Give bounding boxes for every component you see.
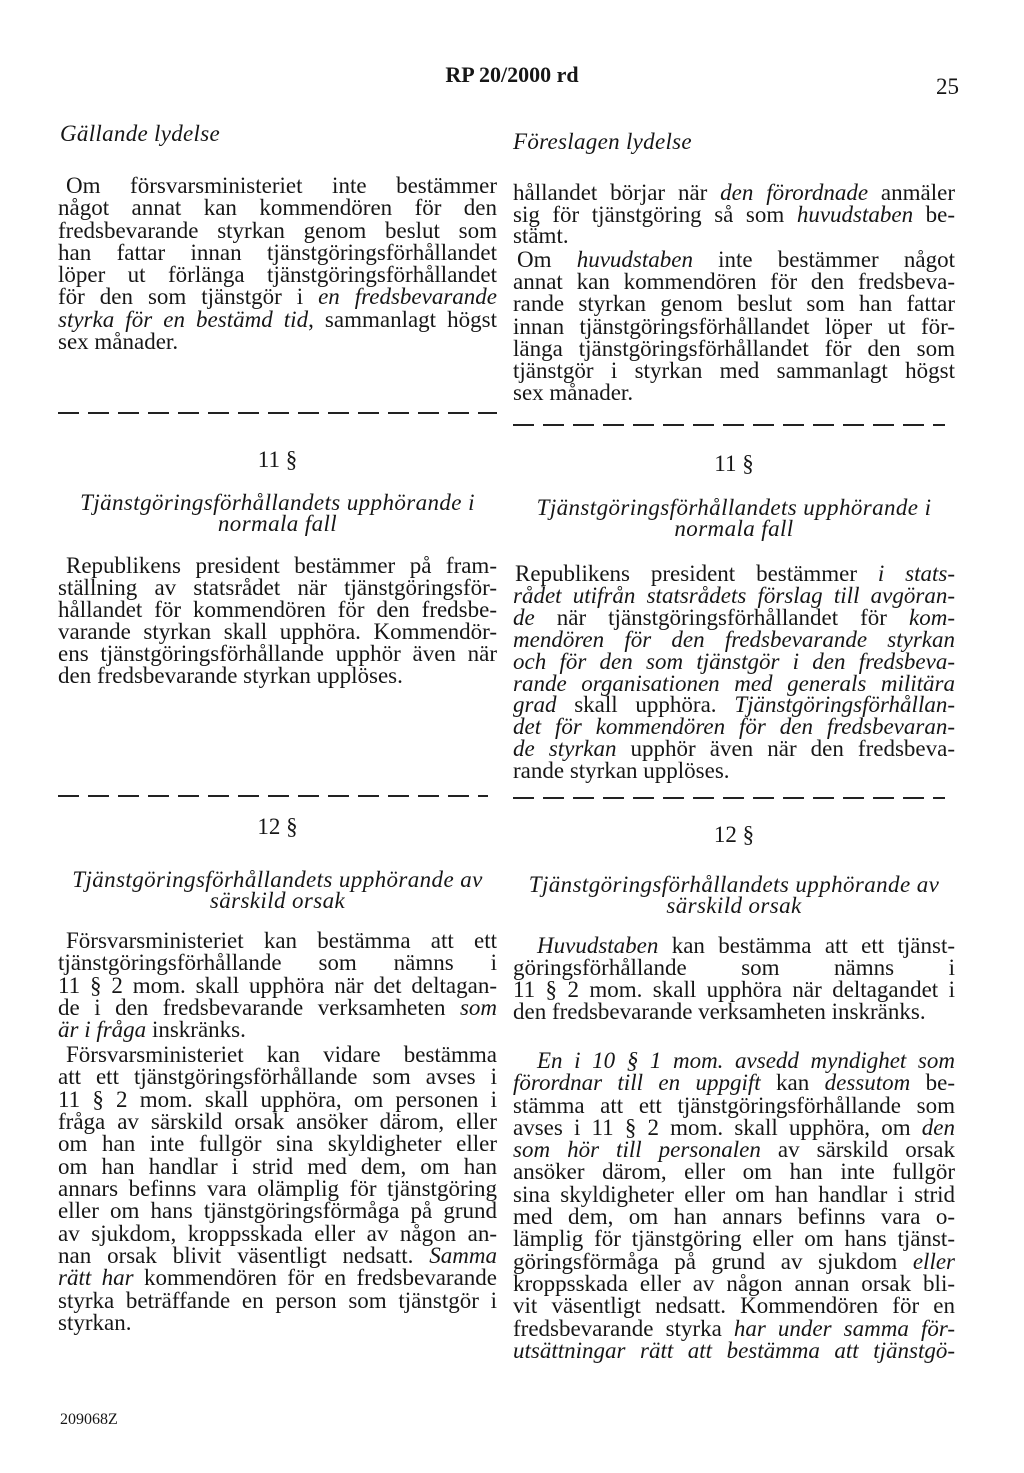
text-line: [513, 1228, 955, 1250]
text-span: med dem, om han annars befinns vara o-: [513, 1204, 955, 1230]
text-line: [513, 1295, 955, 1317]
italic-text-span: den: [921, 1114, 955, 1140]
omitted-text-separator-left-1: [58, 412, 497, 414]
text-line: [58, 972, 497, 998]
italic-text-span: Samma: [429, 1243, 497, 1269]
text-span: upphör även när den fredsbeva-: [616, 736, 955, 762]
text-line: [513, 182, 955, 204]
text-span: Försvarsministeriet kan bestämma att ett: [66, 928, 497, 953]
text-line: [58, 1133, 497, 1155]
text-span: om han handlar i strid med dem, om han: [58, 1153, 497, 1179]
text-line: [513, 1337, 955, 1363]
italic-text-span: utsättningar rätt att bestämma att tjänstgö-: [513, 1337, 955, 1363]
text-span: be-: [910, 1070, 955, 1096]
right-column-heading: Föreslagen lydelse: [513, 129, 692, 154]
text-line: [513, 1161, 955, 1183]
text-span: Försvarsministeriet kan vidare bestämma: [66, 1042, 497, 1067]
text-span: 11 § 2 mom. skall upphöra, om personen i: [58, 1086, 497, 1112]
text-line: [513, 716, 955, 738]
text-line: [58, 331, 497, 353]
text-span: eller om hans tjänstgöringsförmåga på grund: [58, 1198, 497, 1224]
text-line: [513, 935, 955, 957]
text-line: [58, 286, 497, 308]
text-span: , sammanlagt högst: [308, 306, 497, 332]
text-line: [513, 1092, 955, 1118]
text-span: 11 § 2 mom. skall upphöra när det deltagan-: [58, 972, 497, 998]
text-span: anmäler: [868, 180, 955, 205]
text-span: varande styrkan skall upphöra. Kommendör-: [58, 619, 497, 644]
text-line: [513, 604, 955, 630]
text-line: [58, 1044, 497, 1066]
text-line: [58, 1267, 497, 1289]
text-line: [513, 1139, 955, 1161]
italic-text-span: som hör till personalen: [513, 1137, 761, 1163]
text-line: [58, 1245, 497, 1267]
text-span: sex månader.: [513, 380, 634, 406]
text-span: hållandet för kommendören för den fredsbe-: [58, 597, 497, 622]
section-12-title-left: [58, 869, 497, 911]
text-span: kommendören för en fredsbevarande: [133, 1265, 497, 1291]
italic-text-span: dessutom: [824, 1070, 911, 1096]
section-title-line: Tjänstgöringsförhållandets upphörande av: [72, 867, 483, 892]
text-span: hållandet börjar när: [513, 180, 721, 205]
text-line: [58, 264, 497, 286]
text-span: sex månader.: [58, 329, 179, 355]
text-line: [58, 1287, 497, 1313]
text-line: [58, 1153, 497, 1179]
text-line: [513, 979, 955, 1001]
text-line: [513, 582, 955, 608]
section-title-line: Tjänstgöringsförhållandets upphörande av: [528, 872, 940, 897]
text-line: [58, 1178, 497, 1200]
text-line: [513, 563, 955, 585]
text-line: [58, 217, 497, 243]
italic-text-span: de styrkan: [513, 736, 617, 762]
section-title-line: Tjänstgöringsförhållandets upphörande i: [536, 495, 932, 520]
text-line: [58, 175, 497, 197]
text-span: sina skyldigheter eller om han handlar i strid: [513, 1181, 955, 1207]
section-title-line: normala fall: [674, 516, 794, 541]
italic-text-span: förordnar till en uppgift: [513, 1070, 761, 1096]
text-span: de i den fredsbevarande verksamheten: [58, 995, 460, 1021]
text-span: 11 § 2 mom. skall upphöra när deltagandet i: [513, 977, 955, 1002]
text-line: [513, 694, 955, 716]
italic-text-span: och för den som tjänstgör i den fredsbeva-: [513, 648, 955, 674]
text-line: [513, 1248, 955, 1274]
text-span: styrka beträffande en person som tjänstgör i: [58, 1287, 497, 1313]
text-line: [513, 335, 955, 361]
text-span: lämplig för tjänstgöring eller om hans tjänst-: [513, 1226, 955, 1252]
text-span: stämma att ett tjänstgöringsförhållande som: [513, 1092, 955, 1118]
text-line: [513, 738, 955, 760]
omitted-text-separator-right-2: [513, 797, 945, 799]
text-line: [513, 1001, 955, 1023]
italic-text-span: Tjänstgöringsförhållan-: [734, 692, 955, 718]
section-11-number-left: 11 §: [257, 447, 298, 472]
text-line: [58, 1066, 497, 1088]
text-line: [58, 952, 497, 974]
text-line: [58, 643, 497, 665]
section-title-line: Tjänstgöringsförhållandets upphörande i: [80, 490, 475, 515]
text-line: [58, 1111, 497, 1133]
text-line: [513, 1206, 955, 1228]
text-span: skall upphöra.: [556, 692, 735, 718]
text-span: Republikens president bestämmer på fram-: [66, 553, 497, 578]
text-span: Republikens president bestämmer: [515, 561, 878, 586]
text-span: kroppsskada eller av någon annan orsak bli-: [513, 1270, 955, 1296]
text-line: [58, 1019, 497, 1041]
italic-text-span: mendören för den fredsbevarande styrkan: [513, 626, 955, 652]
right-intro-paragraph-2: [513, 249, 955, 404]
text-span: rande styrkan upplöses.: [513, 758, 730, 784]
text-span: innan tjänstgöringsförhållandet löper ut för-: [513, 313, 955, 339]
text-span: göringsförmåga på grund av sjukdom: [513, 1248, 913, 1274]
text-span: vit väsentligt nedsatt. Kommendören för en: [513, 1293, 955, 1319]
right-intro-paragraph-1: [513, 182, 955, 247]
text-line: [513, 1114, 955, 1140]
text-line: [513, 249, 955, 271]
text-line: [58, 665, 497, 687]
text-span: fredsbevarande styrkan genom beslut som: [58, 217, 497, 243]
text-line: [513, 360, 955, 382]
section-11-number-right: 11 §: [714, 451, 754, 476]
italic-text-span: har under samma för-: [733, 1315, 955, 1341]
text-line: [58, 239, 497, 265]
text-span: att ett tjänstgöringsförhållande som avses i: [58, 1064, 497, 1090]
text-line: [58, 577, 497, 599]
text-span: tjänstgör i styrkan med sammanlagt högst: [513, 358, 955, 384]
text-line: [513, 271, 955, 293]
section-11-paragraph-left: [58, 555, 497, 687]
italic-text-span: Huvudstaben: [537, 933, 659, 958]
section-11-title-left: [58, 492, 497, 534]
text-span: när tjänstgöringsförhållandet för: [534, 604, 910, 630]
section-12-number-right: 12 §: [713, 822, 755, 847]
section-11-paragraph-right: [513, 563, 955, 782]
italic-text-span: eller: [912, 1248, 955, 1274]
text-line: [58, 621, 497, 643]
section-12-paragraph-left-2: [58, 1044, 497, 1334]
section-12-title-right: [513, 874, 955, 916]
text-span: tjänstgöringsförhållande som nämns i: [58, 950, 497, 976]
italic-text-span: rådet utifrån statsrådets förslag till avgöran-: [513, 582, 955, 608]
text-line: [58, 997, 497, 1019]
text-line: [513, 648, 955, 674]
italic-text-span: kom-: [909, 604, 955, 630]
text-span: ansöker därom, eller om han inte fullgör: [513, 1159, 955, 1185]
section-12-number-left: 12 §: [257, 814, 298, 839]
italic-text-span: huvudstaben: [576, 247, 693, 272]
section-title-line: särskild orsak: [666, 893, 802, 918]
text-span: han fattar innan tjänstgöringsförhållandet: [58, 239, 497, 265]
text-span: avses i 11 § 2 mom. skall upphöra, om: [513, 1114, 922, 1140]
text-line: [513, 1315, 955, 1341]
text-span: rande styrkan genom beslut som han fattar: [513, 291, 955, 317]
text-span: för den som tjänstgör i: [58, 284, 319, 310]
section-11-title-right: [513, 497, 955, 539]
italic-text-span: i stats-: [877, 561, 955, 586]
text-line: [513, 760, 955, 782]
text-line: [513, 1270, 955, 1296]
text-line: [58, 1086, 497, 1112]
text-span: göringsförhållande som nämns i: [513, 955, 955, 980]
text-span: den fredsbevarande verksamheten inskränks.: [513, 999, 926, 1024]
left-intro-paragraph: [58, 175, 497, 353]
text-line: [58, 930, 497, 952]
section-12-paragraph-right-1: [513, 935, 955, 1023]
text-span: inte bestämmer något: [692, 247, 955, 272]
text-line: [58, 1220, 497, 1246]
text-span: ens tjänstgöringsförhållande upphör även när: [58, 641, 497, 666]
italic-text-span: rande organisationen med generals militära: [513, 670, 955, 696]
text-line: [513, 1181, 955, 1207]
text-line: [513, 382, 955, 404]
text-line: [513, 670, 955, 696]
section-12-paragraph-left-1: [58, 930, 497, 1042]
italic-text-span: de: [513, 604, 535, 630]
text-span: nan orsak blivit väsentligt nedsatt.: [58, 1243, 430, 1269]
left-column-heading: Gällande lydelse: [60, 121, 221, 146]
document-id: RP 20/2000 rd: [445, 62, 579, 87]
text-span: styrkan.: [58, 1310, 132, 1336]
italic-text-span: rätt har: [58, 1265, 134, 1291]
text-span: fråga av särskild orsak ansöker därom, eller: [58, 1109, 497, 1135]
text-line: [513, 957, 955, 979]
text-span: fredsbevarande styrka: [513, 1315, 734, 1341]
print-code: 209068Z: [60, 1411, 118, 1428]
text-line: [513, 626, 955, 652]
italic-text-span: är i fråga: [58, 1017, 147, 1043]
italic-text-span: den förordnade: [720, 180, 869, 205]
text-span: annat kan kommendören för den fredsbeva-: [513, 269, 955, 295]
text-span: något annat kan kommendören för den: [58, 195, 497, 221]
text-span: Om: [517, 247, 577, 272]
text-span: stämt.: [513, 223, 569, 248]
text-line: [513, 201, 955, 227]
text-line: [58, 1312, 497, 1334]
text-span: be-: [913, 201, 955, 227]
text-span: den fredsbevarande styrkan upplöses.: [58, 663, 403, 688]
text-span: ställning av statsrådet när tjänstgöringsför-: [58, 575, 497, 600]
text-span: löper ut förlänga tjänstgöringsförhållandet: [58, 262, 497, 288]
page-number: 25: [936, 74, 959, 99]
text-span: sig för tjänstgöring så som: [513, 201, 797, 227]
section-title-line: normala fall: [217, 511, 338, 536]
italic-text-span: som: [459, 995, 497, 1021]
text-span: inskränks.: [146, 1017, 246, 1043]
text-line: [58, 599, 497, 621]
omitted-text-separator-right-1: [513, 424, 945, 426]
text-span: Om försvarsministeriet inte bestämmer: [66, 173, 497, 198]
text-line: [513, 225, 955, 247]
omitted-text-separator-left-2: [58, 795, 488, 797]
text-line: [513, 1072, 955, 1094]
section-12-paragraph-right-2: [513, 1050, 955, 1362]
italic-text-span: En i 10 § 1 mom. avsedd myndighet som: [537, 1048, 955, 1073]
text-line: [513, 1050, 955, 1072]
text-line: [513, 293, 955, 315]
text-line: [58, 555, 497, 577]
text-line: [58, 197, 497, 219]
text-span: av sjukdom, kroppsskada eller av någon an-: [58, 1220, 497, 1246]
italic-text-span: huvudstaben: [796, 201, 914, 227]
text-line: [513, 313, 955, 339]
italic-text-span: grad: [513, 692, 557, 718]
text-line: [58, 306, 497, 332]
text-span: kan: [760, 1070, 825, 1096]
text-span: länga tjänstgöringsförhållandet för den som: [513, 335, 955, 361]
text-span: av särskild orsak: [760, 1137, 956, 1163]
italic-text-span: en fredsbevarande: [318, 284, 497, 310]
italic-text-span: styrka för en bestämd tid: [58, 306, 309, 332]
text-line: [58, 1200, 497, 1222]
text-span: kan bestämma att ett tjänst-: [658, 933, 955, 958]
italic-text-span: det för kommendören för den fredsbevaran-: [513, 714, 955, 740]
section-title-line: särskild orsak: [209, 888, 346, 913]
text-span: annars befinns vara olämplig för tjänstgöring: [58, 1176, 497, 1202]
text-span: om han inte fullgör sina skyldigheter eller: [58, 1131, 497, 1157]
